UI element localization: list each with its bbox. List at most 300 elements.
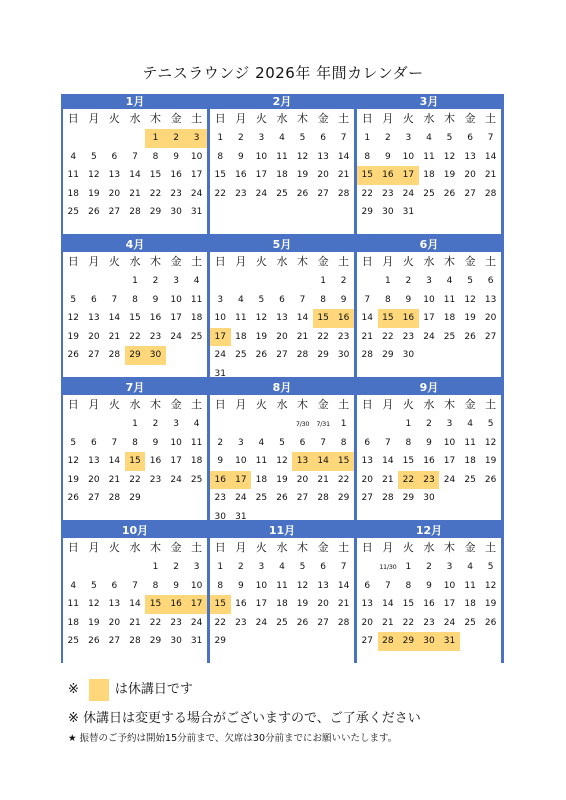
day-cell: 20 bbox=[296, 474, 309, 485]
day-cell: 1 bbox=[145, 129, 166, 148]
empty-cell bbox=[186, 346, 207, 365]
day-cell: 30 bbox=[145, 346, 166, 365]
month-header: 12月 bbox=[357, 523, 501, 538]
day-cell: 19 bbox=[484, 456, 497, 466]
weekday-label: 木 bbox=[297, 541, 309, 554]
weekday-label: 水 bbox=[129, 398, 141, 411]
day-cell: 28 bbox=[337, 617, 350, 628]
day-cell: 28 bbox=[382, 493, 394, 503]
day-cell: 2 bbox=[384, 133, 391, 143]
day-cell: 15 bbox=[313, 309, 334, 328]
day-cell: 29 bbox=[149, 636, 162, 646]
day-cell: 26 bbox=[255, 350, 268, 360]
empty-cell bbox=[292, 272, 313, 291]
day-cell: 23 bbox=[235, 188, 247, 199]
day-cell: 2 bbox=[237, 133, 244, 143]
weekday-label: 土 bbox=[191, 541, 203, 554]
week-row bbox=[63, 346, 207, 365]
day-cell: 18 bbox=[67, 188, 79, 199]
empty-cell bbox=[166, 489, 187, 508]
weekday-label: 木 bbox=[150, 398, 162, 411]
weekday-label: 木 bbox=[444, 541, 456, 554]
empty-cell bbox=[313, 632, 334, 651]
day-cell: 12 bbox=[88, 170, 100, 180]
day-cell: 29 bbox=[337, 493, 350, 503]
day-cell: 31 bbox=[214, 368, 226, 379]
day-cell: 10 bbox=[443, 437, 456, 448]
day-cell: 12 bbox=[67, 456, 79, 466]
weekday-label: 月 bbox=[382, 398, 394, 411]
day-cell: 11 bbox=[276, 580, 288, 591]
week-row bbox=[210, 328, 354, 347]
day-cell: 16 bbox=[423, 456, 435, 466]
week-row bbox=[210, 577, 354, 596]
day-cell: 1 bbox=[152, 562, 159, 572]
day-cell: 9 bbox=[173, 151, 179, 162]
day-cell: 4 bbox=[467, 562, 473, 572]
day-cell: 24 bbox=[214, 350, 226, 360]
day-cell: 24 bbox=[443, 617, 456, 628]
day-cell: 27 bbox=[464, 188, 476, 199]
week-row bbox=[210, 558, 354, 577]
day-cell: 22 bbox=[149, 617, 162, 628]
empty-cell bbox=[439, 203, 460, 222]
day-cell: 3 bbox=[217, 294, 224, 305]
day-cell: 5 bbox=[446, 133, 453, 143]
weekday-label: 木 bbox=[150, 112, 162, 125]
empty-cell bbox=[63, 558, 84, 577]
day-cell: 10 bbox=[255, 580, 268, 591]
month-header: 5月 bbox=[210, 237, 354, 252]
day-cell: 15 bbox=[145, 595, 166, 614]
day-cell: 13 bbox=[317, 580, 329, 591]
day-cell: 14 bbox=[129, 170, 141, 180]
day-cell: 25 bbox=[190, 331, 203, 342]
weekday-label: 土 bbox=[191, 398, 203, 411]
day-cell: 9 bbox=[237, 151, 244, 162]
weekday-label: 月 bbox=[235, 541, 247, 554]
day-cell: 18 bbox=[276, 170, 288, 180]
week-row bbox=[357, 185, 501, 204]
day-cell: 4 bbox=[279, 133, 285, 143]
day-cell: 23 bbox=[419, 471, 440, 490]
day-cell: 3 bbox=[237, 437, 244, 448]
weekday-row bbox=[210, 252, 354, 272]
day-cell: 26 bbox=[276, 493, 288, 503]
day-cell: 21 bbox=[108, 331, 121, 342]
day-cell: 31 bbox=[190, 207, 203, 217]
month-block bbox=[357, 523, 501, 663]
day-cell: 9 bbox=[173, 580, 179, 591]
weekday-label: 金 bbox=[464, 112, 476, 125]
weekday-label: 水 bbox=[423, 541, 435, 554]
day-cell: 26 bbox=[88, 636, 100, 646]
day-cell: 21 bbox=[337, 599, 350, 609]
day-cell: 11 bbox=[67, 170, 79, 180]
weekday-label: 金 bbox=[317, 541, 329, 554]
day-cell: 19 bbox=[484, 599, 497, 609]
day-cell: 26 bbox=[67, 493, 79, 503]
weekday-label: 月 bbox=[382, 255, 394, 268]
weekday-label: 月 bbox=[235, 255, 247, 268]
week-row bbox=[357, 489, 501, 508]
week-row bbox=[210, 185, 354, 204]
day-cell: 11 bbox=[443, 294, 456, 305]
day-cell: 24 bbox=[190, 617, 203, 628]
day-cell: 12 bbox=[255, 313, 268, 323]
day-cell: 13 bbox=[317, 151, 329, 162]
week-row bbox=[357, 415, 501, 434]
day-cell: 13 bbox=[108, 599, 121, 609]
day-cell: 29 bbox=[382, 350, 394, 360]
empty-cell bbox=[357, 558, 378, 577]
day-cell: 20 bbox=[484, 313, 497, 323]
day-cell: 7 bbox=[364, 294, 371, 305]
week-row bbox=[63, 595, 207, 614]
week-row bbox=[63, 203, 207, 222]
day-cell: 14 bbox=[382, 599, 394, 609]
week-row bbox=[63, 129, 207, 148]
day-cell: 24 bbox=[190, 188, 203, 199]
weekday-label: 水 bbox=[423, 112, 435, 125]
empty-cell bbox=[439, 346, 460, 365]
weekday-label: 木 bbox=[297, 112, 309, 125]
month-header: 9月 bbox=[357, 380, 501, 395]
week-row bbox=[210, 632, 354, 651]
weekday-label: 水 bbox=[129, 255, 141, 268]
month-block bbox=[210, 237, 354, 377]
day-cell: 26 bbox=[296, 188, 309, 199]
week-row bbox=[357, 148, 501, 167]
week-row bbox=[357, 614, 501, 633]
weekday-label: 金 bbox=[170, 398, 182, 411]
empty-cell bbox=[104, 415, 125, 434]
weekday-label: 土 bbox=[191, 112, 203, 125]
month-header: 2月 bbox=[210, 94, 354, 109]
day-cell: 19 bbox=[464, 313, 476, 323]
day-cell: 28 bbox=[361, 350, 373, 360]
weekday-label: 日 bbox=[361, 255, 373, 268]
day-cell: 25 bbox=[235, 350, 247, 360]
day-cell: 15 bbox=[402, 599, 415, 609]
month-block bbox=[357, 237, 501, 377]
day-cell: 6 bbox=[467, 133, 473, 143]
empty-cell bbox=[186, 489, 207, 508]
day-cell: 27 bbox=[317, 617, 329, 628]
week-row bbox=[63, 328, 207, 347]
weekday-label: 火 bbox=[402, 541, 414, 554]
empty-cell bbox=[63, 415, 84, 434]
empty-cell bbox=[419, 346, 440, 365]
week-row bbox=[210, 614, 354, 633]
weekday-label: 月 bbox=[235, 398, 247, 411]
day-cell: 30 bbox=[337, 350, 350, 360]
day-cell: 25 bbox=[276, 617, 288, 628]
weekday-row bbox=[357, 252, 501, 272]
day-cell: 26 bbox=[484, 617, 497, 628]
day-cell: 22 bbox=[402, 617, 415, 628]
month-block bbox=[357, 380, 501, 520]
day-cell: 19 bbox=[276, 474, 288, 485]
day-cell: 22 bbox=[317, 331, 329, 342]
day-cell: 31 bbox=[190, 636, 203, 646]
day-cell: 3 bbox=[446, 562, 453, 572]
empty-cell bbox=[251, 415, 272, 434]
day-cell: 2 bbox=[152, 419, 159, 429]
weekday-label: 日 bbox=[214, 398, 226, 411]
day-cell: 8 bbox=[340, 437, 347, 448]
day-cell: 15 bbox=[357, 166, 378, 185]
day-cell: 13 bbox=[484, 294, 497, 305]
weekday-label: 木 bbox=[150, 541, 162, 554]
week-row bbox=[357, 632, 501, 651]
day-cell: 4 bbox=[193, 276, 200, 286]
day-cell: 13 bbox=[292, 452, 313, 471]
weekday-label: 水 bbox=[129, 541, 141, 554]
empty-cell bbox=[84, 129, 105, 148]
day-cell: 15 bbox=[402, 456, 415, 466]
day-cell: 6 bbox=[487, 276, 494, 286]
day-cell: 24 bbox=[255, 617, 268, 628]
day-cell: 6 bbox=[111, 151, 118, 162]
day-cell: 30 bbox=[382, 207, 394, 217]
day-cell: 5 bbox=[90, 151, 97, 162]
day-cell: 18 bbox=[443, 313, 456, 323]
day-cell: 29 bbox=[402, 493, 415, 503]
weekday-label: 水 bbox=[276, 541, 288, 554]
day-cell: 4 bbox=[70, 151, 77, 162]
weekday-label: 木 bbox=[444, 398, 456, 411]
day-cell: 27 bbox=[296, 493, 309, 503]
day-cell: 1 bbox=[405, 419, 412, 429]
weekday-label: 日 bbox=[67, 398, 79, 411]
day-cell: 11 bbox=[423, 151, 435, 162]
day-cell: 15 bbox=[129, 313, 141, 323]
day-cell: 14 bbox=[361, 313, 373, 323]
day-cell: 4 bbox=[258, 437, 265, 448]
day-cell: 5 bbox=[487, 562, 494, 572]
day-cell: 24 bbox=[423, 331, 435, 342]
day-cell: 10 bbox=[170, 437, 182, 448]
day-cell: 3 bbox=[173, 276, 179, 286]
day-cell: 22 bbox=[214, 188, 226, 199]
day-cell: 25 bbox=[67, 207, 79, 217]
day-cell: 23 bbox=[402, 331, 415, 342]
day-cell: 7 bbox=[299, 294, 306, 305]
day-cell: 15 bbox=[214, 170, 226, 180]
page-title: テニスラウンジ 2026年 年間カレンダー bbox=[142, 64, 424, 82]
day-cell: 19 bbox=[88, 188, 100, 199]
day-cell: 25 bbox=[464, 617, 476, 628]
empty-cell bbox=[210, 272, 231, 291]
day-cell: 26 bbox=[443, 188, 456, 199]
day-cell: 8 bbox=[364, 151, 371, 162]
day-cell: 25 bbox=[276, 188, 288, 199]
weekday-label: 月 bbox=[88, 398, 100, 411]
weekday-label: 火 bbox=[108, 112, 120, 125]
day-cell: 30 bbox=[423, 493, 435, 503]
day-cell: 20 bbox=[317, 599, 329, 609]
weekday-label: 金 bbox=[170, 541, 182, 554]
day-cell: 24 bbox=[170, 474, 182, 485]
day-cell: 18 bbox=[235, 331, 247, 342]
month-block bbox=[63, 94, 207, 234]
day-cell: 28 bbox=[337, 188, 350, 199]
day-cell: 12 bbox=[484, 580, 497, 591]
weekday-label: 火 bbox=[255, 112, 267, 125]
weekday-label: 火 bbox=[108, 541, 120, 554]
day-cell: 7 bbox=[384, 437, 391, 448]
day-cell: 4 bbox=[467, 419, 473, 429]
legend-holiday bbox=[68, 678, 193, 702]
day-cell: 23 bbox=[337, 331, 350, 342]
day-cell: 7 bbox=[132, 580, 138, 591]
day-cell: 26 bbox=[464, 331, 476, 342]
day-cell: 28 bbox=[378, 632, 399, 651]
day-cell: 27 bbox=[276, 350, 288, 360]
weekday-label: 土 bbox=[338, 255, 350, 268]
week-row bbox=[210, 415, 354, 434]
day-cell: 17 bbox=[443, 456, 456, 466]
day-cell: 12 bbox=[484, 437, 497, 448]
day-cell: 6 bbox=[364, 437, 371, 448]
day-cell: 31 bbox=[439, 632, 460, 651]
empty-cell bbox=[251, 632, 272, 651]
day-cell: 10 bbox=[190, 580, 203, 591]
weekday-label: 金 bbox=[464, 398, 476, 411]
day-cell: 16 bbox=[333, 309, 354, 328]
day-cell: 27 bbox=[108, 207, 121, 217]
day-cell: 5 bbox=[299, 562, 306, 572]
day-cell: 18 bbox=[276, 599, 288, 609]
weekday-label: 土 bbox=[338, 112, 350, 125]
day-cell: 23 bbox=[170, 617, 182, 628]
weekday-label: 日 bbox=[214, 541, 226, 554]
day-cell: 23 bbox=[170, 188, 182, 199]
empty-cell bbox=[272, 632, 293, 651]
day-cell: 3 bbox=[193, 562, 200, 572]
day-cell: 16 bbox=[423, 599, 435, 609]
day-cell: 7/31 bbox=[316, 420, 330, 428]
day-cell: 7 bbox=[111, 437, 118, 448]
day-cell: 7 bbox=[132, 151, 138, 162]
day-cell: 16 bbox=[170, 170, 182, 180]
day-cell: 13 bbox=[108, 170, 121, 180]
day-cell: 15 bbox=[125, 452, 146, 471]
week-row bbox=[210, 291, 354, 310]
day-cell: 1 bbox=[217, 133, 224, 143]
empty-cell bbox=[292, 632, 313, 651]
month-header: 11月 bbox=[210, 523, 354, 538]
month-block bbox=[63, 523, 207, 663]
day-cell: 12 bbox=[296, 580, 309, 591]
day-cell: 16 bbox=[166, 595, 187, 614]
day-cell: 14 bbox=[108, 456, 121, 466]
weekday-row bbox=[63, 395, 207, 415]
holiday-swatch bbox=[89, 679, 109, 701]
day-cell: 17 bbox=[186, 595, 207, 614]
weekday-label: 火 bbox=[402, 112, 414, 125]
day-cell: 8 bbox=[132, 294, 138, 305]
empty-cell bbox=[357, 272, 378, 291]
day-cell: 25 bbox=[67, 636, 79, 646]
day-cell: 9 bbox=[405, 294, 412, 305]
day-cell: 10 bbox=[255, 151, 268, 162]
empty-cell bbox=[84, 272, 105, 291]
empty-cell bbox=[63, 129, 84, 148]
week-row bbox=[357, 346, 501, 365]
day-cell: 11 bbox=[255, 456, 268, 466]
day-cell: 8 bbox=[384, 294, 391, 305]
day-cell: 23 bbox=[214, 493, 226, 503]
weekday-label: 日 bbox=[214, 112, 226, 125]
day-cell: 8 bbox=[217, 151, 224, 162]
day-cell: 22 bbox=[361, 188, 373, 199]
empty-cell bbox=[272, 272, 293, 291]
day-cell: 10 bbox=[423, 294, 435, 305]
week-row bbox=[357, 471, 501, 490]
month-header: 6月 bbox=[357, 237, 501, 252]
weekday-label: 火 bbox=[255, 398, 267, 411]
week-row bbox=[357, 291, 501, 310]
day-cell: 7 bbox=[111, 294, 118, 305]
week-row bbox=[357, 272, 501, 291]
month-header: 3月 bbox=[357, 94, 501, 109]
weekday-row bbox=[63, 538, 207, 558]
day-cell: 12 bbox=[67, 313, 79, 323]
day-cell: 27 bbox=[108, 636, 121, 646]
day-cell: 11 bbox=[276, 151, 288, 162]
day-cell: 28 bbox=[108, 493, 121, 503]
day-cell: 16 bbox=[235, 599, 247, 609]
day-cell: 13 bbox=[88, 313, 100, 323]
week-row bbox=[357, 309, 501, 328]
day-cell: 22 bbox=[129, 474, 141, 485]
day-cell: 2 bbox=[405, 276, 412, 286]
day-cell: 15 bbox=[149, 170, 162, 180]
day-cell: 23 bbox=[423, 617, 435, 628]
day-cell: 21 bbox=[296, 331, 309, 342]
day-cell: 12 bbox=[443, 151, 456, 162]
month-header: 4月 bbox=[63, 237, 207, 252]
empty-cell bbox=[378, 415, 399, 434]
day-cell: 2 bbox=[173, 562, 179, 572]
day-cell: 10 bbox=[170, 294, 182, 305]
day-cell: 16 bbox=[149, 313, 162, 323]
weekday-label: 金 bbox=[170, 112, 182, 125]
month-block bbox=[210, 523, 354, 663]
day-cell: 18 bbox=[464, 456, 476, 466]
empty-cell bbox=[231, 632, 252, 651]
day-cell: 29 bbox=[214, 636, 226, 646]
day-cell: 13 bbox=[361, 599, 373, 609]
weekday-label: 火 bbox=[108, 255, 120, 268]
day-cell: 18 bbox=[190, 313, 203, 323]
empty-cell bbox=[460, 346, 481, 365]
day-cell: 5 bbox=[487, 419, 494, 429]
day-cell: 11 bbox=[464, 580, 476, 591]
day-cell: 22 bbox=[398, 471, 419, 490]
day-cell: 25 bbox=[443, 331, 456, 342]
day-cell: 21 bbox=[129, 188, 141, 199]
empty-cell bbox=[84, 415, 105, 434]
weekday-label: 木 bbox=[297, 255, 309, 268]
day-cell: 2 bbox=[152, 276, 159, 286]
day-cell: 25 bbox=[255, 493, 268, 503]
day-cell: 29 bbox=[398, 632, 419, 651]
day-cell: 26 bbox=[88, 207, 100, 217]
weekday-label: 日 bbox=[67, 541, 79, 554]
